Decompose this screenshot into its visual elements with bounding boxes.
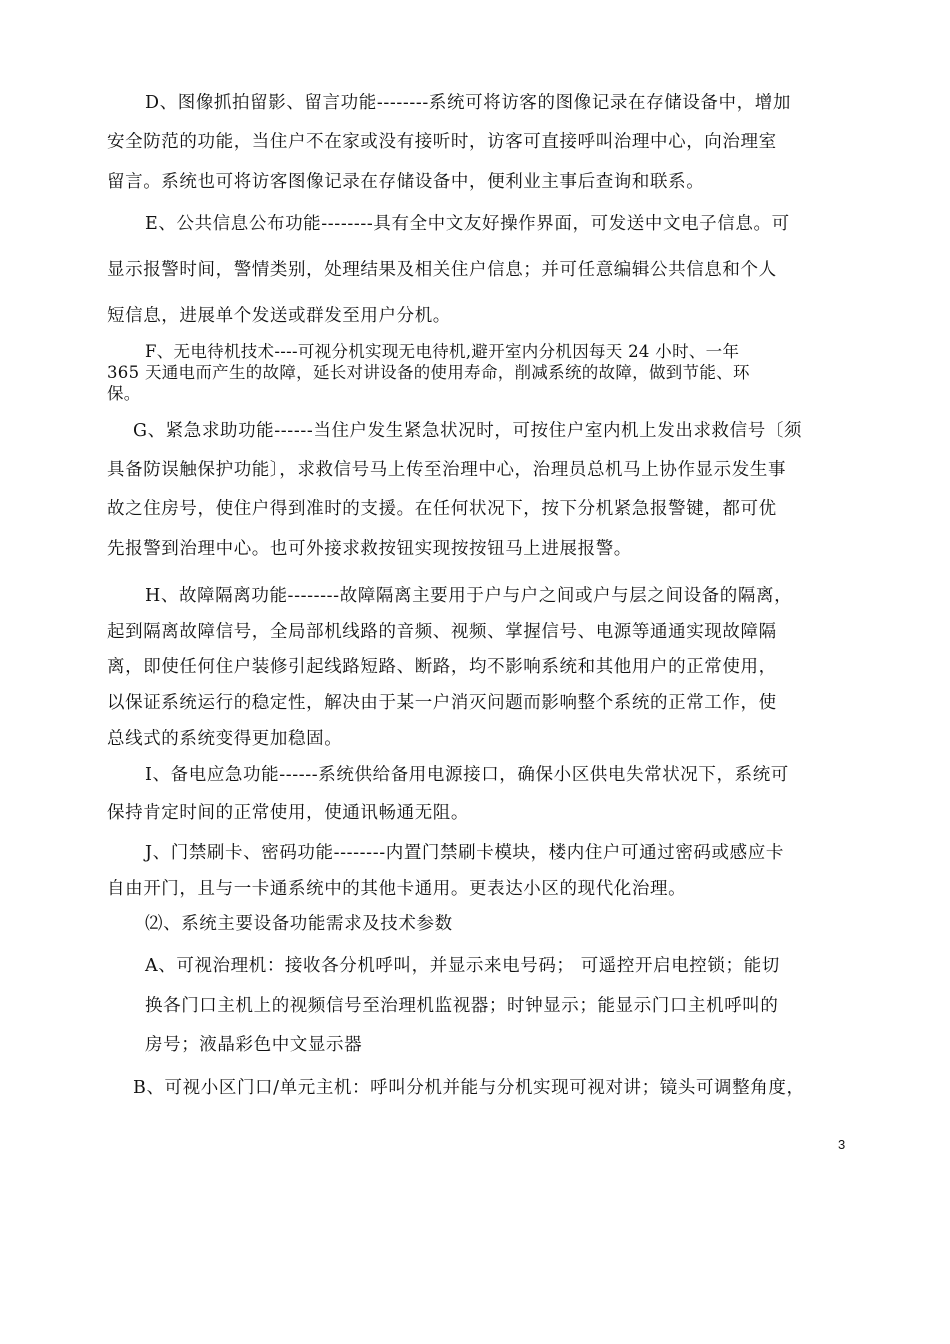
page-number: 3 <box>838 1137 846 1152</box>
text-line: A、可视治理机：接收各分机呼叫，并显示来电号码； 可遥控开启电控锁；能切 <box>145 956 780 976</box>
text-line: J、门禁刷卡、密码功能--------内置门禁刷卡模块，楼内住户可通过密码或感应卡 <box>145 843 784 863</box>
text-line: 故之住房号，使住户得到准时的支援。在任何状况下，按下分机紧急报警键，都可优 <box>107 499 777 519</box>
text-line: 短信息，进展单个发送或群发至用户分机。 <box>107 306 451 326</box>
text-line: 总线式的系统变得更加稳固。 <box>107 729 343 749</box>
text-line: 换各门口主机上的视频信号至治理机监视器；时钟显示；能显示门口主机呼叫的 <box>145 996 779 1016</box>
text-line: I、备电应急功能------系统供给备用电源接口，确保小区供电失常状况下，系统可 <box>145 765 789 785</box>
text-line: 保。 <box>107 384 141 403</box>
text-line: 具备防误触保护功能〕，求救信号马上传至治理中心，治理员总机马上协作显示发生事 <box>107 460 787 480</box>
text-line: 起到隔离故障信号，全局部机线路的音频、视频、掌握信号、电源等通通实现故障隔 <box>107 622 777 642</box>
text-line: D、图像抓拍留影、留言功能--------系统可将访客的图像记录在存储设备中，增加 <box>145 93 791 113</box>
section-heading: ⑵、系统主要设备功能需求及技术参数 <box>145 914 453 934</box>
text-line: 先报警到治理中心。也可外接求救按钮实现按按钮马上进展报警。 <box>107 539 632 559</box>
text-line: 房号；液晶彩色中文显示器 <box>145 1035 363 1055</box>
text-line: 自由开门，且与一卡通系统中的其他卡通用。更表达小区的现代化治理。 <box>107 879 687 899</box>
text-line: B、可视小区门口/单元主机：呼叫分机并能与分机实现可视对讲；镜头可调整角度， <box>133 1078 805 1098</box>
text-line: 365 天通电而产生的故障，延长对讲设备的使用寿命，削减系统的故障，做到节能、环 <box>107 363 750 382</box>
text-line: 离，即使任何住户装修引起线路短路、断路，均不影响系统和其他用户的正常使用， <box>107 657 777 677</box>
text-line: E、公共信息公布功能--------具有全中文友好操作界面，可发送中文电子信息。可 <box>145 214 790 234</box>
text-line: F、无电待机技术----可视分机实现无电待机,避开室内分机因每天 24 小时、一年 <box>145 342 740 361</box>
text-line: 保持肯定时间的正常使用，使通讯畅通无阻。 <box>107 803 469 823</box>
text-line: G、紧急求助功能------当住户发生紧急状况时，可按住户室内机上发出求救信号〔须 <box>133 421 803 441</box>
text-line: 安全防范的功能，当住户不在家或没有接听时，访客可直接呼叫治理中心，向治理室 <box>107 132 777 152</box>
text-line: H、故障隔离功能--------故障隔离主要用于户与户之间或户与层之间设备的隔离， <box>145 586 793 606</box>
text-line: 显示报警时间，警情类别，处理结果及相关住户信息；并可任意编辑公共信息和个人 <box>107 260 777 280</box>
text-line: 留言。系统也可将访客图像记录在存储设备中，便利业主事后查询和联系。 <box>107 172 705 192</box>
text-line: 以保证系统运行的稳定性，解决由于某一户消灭问题而影响整个系统的正常工作，使 <box>107 693 777 713</box>
